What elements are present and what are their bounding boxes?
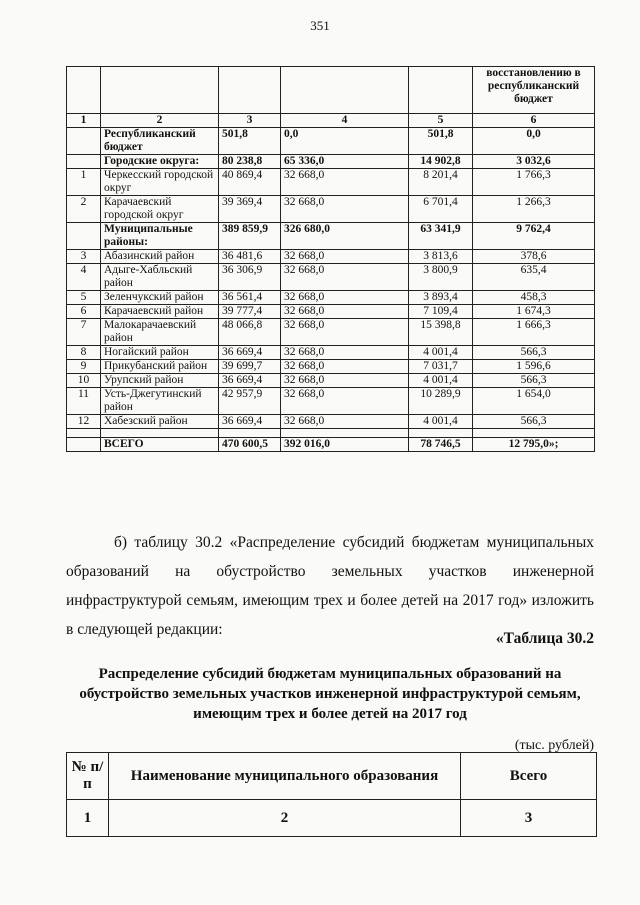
row-value: 36 561,4 [219, 291, 281, 305]
blank-cell [281, 429, 409, 438]
table-row [67, 291, 595, 305]
table-row [67, 250, 595, 264]
row-value: 32 668,0 [281, 264, 409, 291]
row-value: 36 669,4 [219, 374, 281, 388]
row-value: 63 341,9 [409, 223, 473, 250]
table-row [67, 196, 595, 223]
col-number: 6 [473, 114, 595, 128]
row-name: Карачаевский городской округ [101, 196, 219, 223]
row-value: 501,8 [409, 128, 473, 155]
row-value: 32 668,0 [281, 305, 409, 319]
units-label: (тыс. рублей) [514, 738, 594, 753]
row-value: 32 668,0 [281, 250, 409, 264]
row-value: 32 668,0 [281, 196, 409, 223]
row-value: 378,6 [473, 250, 595, 264]
table-row [67, 374, 595, 388]
row-value: 32 668,0 [281, 388, 409, 415]
blank-cell [67, 429, 101, 438]
header-name: Наименование муниципального образования [109, 753, 461, 800]
total-value: 12 795,0»; [473, 438, 595, 452]
header-cell [409, 67, 473, 114]
row-value: 3 032,6 [473, 155, 595, 169]
row-value: 36 669,4 [219, 415, 281, 429]
row-value: 1 766,3 [473, 169, 595, 196]
row-value: 4 001,4 [409, 346, 473, 360]
row-number: 10 [67, 374, 101, 388]
row-value: 458,3 [473, 291, 595, 305]
header-cell [101, 67, 219, 114]
row-name: Зеленчукский район [101, 291, 219, 305]
row-name: Ногайский район [101, 346, 219, 360]
row-value: 7 031,7 [409, 360, 473, 374]
row-name: Урупский район [101, 374, 219, 388]
table-row [67, 319, 595, 346]
row-number: 2 [67, 196, 101, 223]
row-number: 12 [67, 415, 101, 429]
col-number: 2 [101, 114, 219, 128]
table-row [67, 305, 595, 319]
header-cell [219, 67, 281, 114]
subsidy-distribution-table [66, 66, 595, 452]
row-value: 14 902,8 [409, 155, 473, 169]
paragraph-text: б) таблицу 30.2 «Распределение субсидий бюджетам муниципальных образований на обустройство земельных участков инженерной инфраструктурой семьям, имеющим трех и более детей на 2017 год» изложить в следующей редакции: [66, 534, 594, 638]
row-value: 32 668,0 [281, 291, 409, 305]
col-number: 4 [281, 114, 409, 128]
row-number [67, 223, 101, 250]
row-value: 40 869,4 [219, 169, 281, 196]
row-value: 389 859,9 [219, 223, 281, 250]
row-value: 80 238,8 [219, 155, 281, 169]
col-number: 1 [67, 800, 109, 837]
total-label: ВСЕГО [101, 438, 219, 452]
row-value: 36 669,4 [219, 346, 281, 360]
row-value: 39 369,4 [219, 196, 281, 223]
col-number: 3 [219, 114, 281, 128]
row-number: 6 [67, 305, 101, 319]
row-value: 501,8 [219, 128, 281, 155]
total-value: 470 600,5 [219, 438, 281, 452]
blank-row [67, 429, 595, 438]
row-value: 4 001,4 [409, 415, 473, 429]
row-name: Республиканский бюджет [101, 128, 219, 155]
row-value: 32 668,0 [281, 169, 409, 196]
row-value: 8 201,4 [409, 169, 473, 196]
table-header-row [67, 753, 597, 800]
table-row [67, 155, 595, 169]
blank-cell [101, 429, 219, 438]
row-value: 65 336,0 [281, 155, 409, 169]
row-value: 1 596,6 [473, 360, 595, 374]
table-row [67, 346, 595, 360]
table-title: Распределение субсидий бюджетам муниципальных образований на обустройство земельных участков инженерной инфраструктурой семьям, имеющим трех и более детей на 2017 год [79, 666, 581, 722]
row-number: 4 [67, 264, 101, 291]
row-name: Усть-Джегутинский район [101, 388, 219, 415]
table-row [67, 169, 595, 196]
blank-cell [473, 429, 595, 438]
row-value: 635,4 [473, 264, 595, 291]
row-value: 9 762,4 [473, 223, 595, 250]
total-row [67, 438, 595, 452]
row-value: 32 668,0 [281, 374, 409, 388]
col-number: 2 [109, 800, 461, 837]
blank-cell [409, 429, 473, 438]
column-numbers-row [67, 800, 597, 837]
row-value: 6 701,4 [409, 196, 473, 223]
row-value: 1 654,0 [473, 388, 595, 415]
table-row [67, 360, 595, 374]
row-number: 7 [67, 319, 101, 346]
row-name: Абазинский район [101, 250, 219, 264]
row-number [67, 155, 101, 169]
row-value: 32 668,0 [281, 415, 409, 429]
row-value: 566,3 [473, 374, 595, 388]
row-value: 32 668,0 [281, 319, 409, 346]
row-value: 48 066,8 [219, 319, 281, 346]
row-value: 32 668,0 [281, 346, 409, 360]
row-value: 3 800,9 [409, 264, 473, 291]
row-value: 0,0 [281, 128, 409, 155]
header-col6: восстановлению в республиканский бюджет [473, 67, 595, 114]
row-value: 326 680,0 [281, 223, 409, 250]
table-label: «Таблица 30.2 [495, 630, 594, 647]
row-number: 9 [67, 360, 101, 374]
header-total: Всего [461, 753, 597, 800]
row-value: 1 674,3 [473, 305, 595, 319]
blank-cell [219, 429, 281, 438]
table-row [67, 388, 595, 415]
row-value: 42 957,9 [219, 388, 281, 415]
row-name: Хабезский район [101, 415, 219, 429]
row-name: Черкесский городской округ [101, 169, 219, 196]
row-value: 0,0 [473, 128, 595, 155]
row-value: 10 289,9 [409, 388, 473, 415]
total-number [67, 438, 101, 452]
amendment-paragraph [66, 528, 594, 644]
row-value: 3 813,6 [409, 250, 473, 264]
row-value: 4 001,4 [409, 374, 473, 388]
row-value: 7 109,4 [409, 305, 473, 319]
row-name: Адыге-Хабльский район [101, 264, 219, 291]
row-value: 36 481,6 [219, 250, 281, 264]
row-name: Малокарачаевский район [101, 319, 219, 346]
col-number: 1 [67, 114, 101, 128]
subsidy-table-30-2 [66, 752, 597, 837]
header-number: № п/п [67, 753, 109, 800]
header-cell [67, 67, 101, 114]
table-row [67, 415, 595, 429]
row-name: Прикубанский район [101, 360, 219, 374]
table-row [67, 223, 595, 250]
row-number: 1 [67, 169, 101, 196]
page-number: 351 [310, 18, 330, 33]
row-number [67, 128, 101, 155]
row-value: 1 266,3 [473, 196, 595, 223]
row-number: 11 [67, 388, 101, 415]
row-value: 36 306,9 [219, 264, 281, 291]
row-value: 3 893,4 [409, 291, 473, 305]
table-row [67, 264, 595, 291]
table-row [67, 128, 595, 155]
row-name: Муниципальные районы: [101, 223, 219, 250]
row-value: 15 398,8 [409, 319, 473, 346]
row-name: Городские округа: [101, 155, 219, 169]
row-value: 566,3 [473, 415, 595, 429]
row-value: 39 777,4 [219, 305, 281, 319]
total-value: 78 746,5 [409, 438, 473, 452]
column-numbers-row [67, 114, 595, 128]
col-number: 5 [409, 114, 473, 128]
row-number: 3 [67, 250, 101, 264]
col-number: 3 [461, 800, 597, 837]
row-value: 32 668,0 [281, 360, 409, 374]
row-name: Карачаевский район [101, 305, 219, 319]
table-body [67, 67, 595, 452]
row-number: 5 [67, 291, 101, 305]
row-value: 566,3 [473, 346, 595, 360]
row-number: 8 [67, 346, 101, 360]
row-value: 1 666,3 [473, 319, 595, 346]
table-header-row [67, 67, 595, 114]
total-value: 392 016,0 [281, 438, 409, 452]
row-value: 39 699,7 [219, 360, 281, 374]
header-cell [281, 67, 409, 114]
